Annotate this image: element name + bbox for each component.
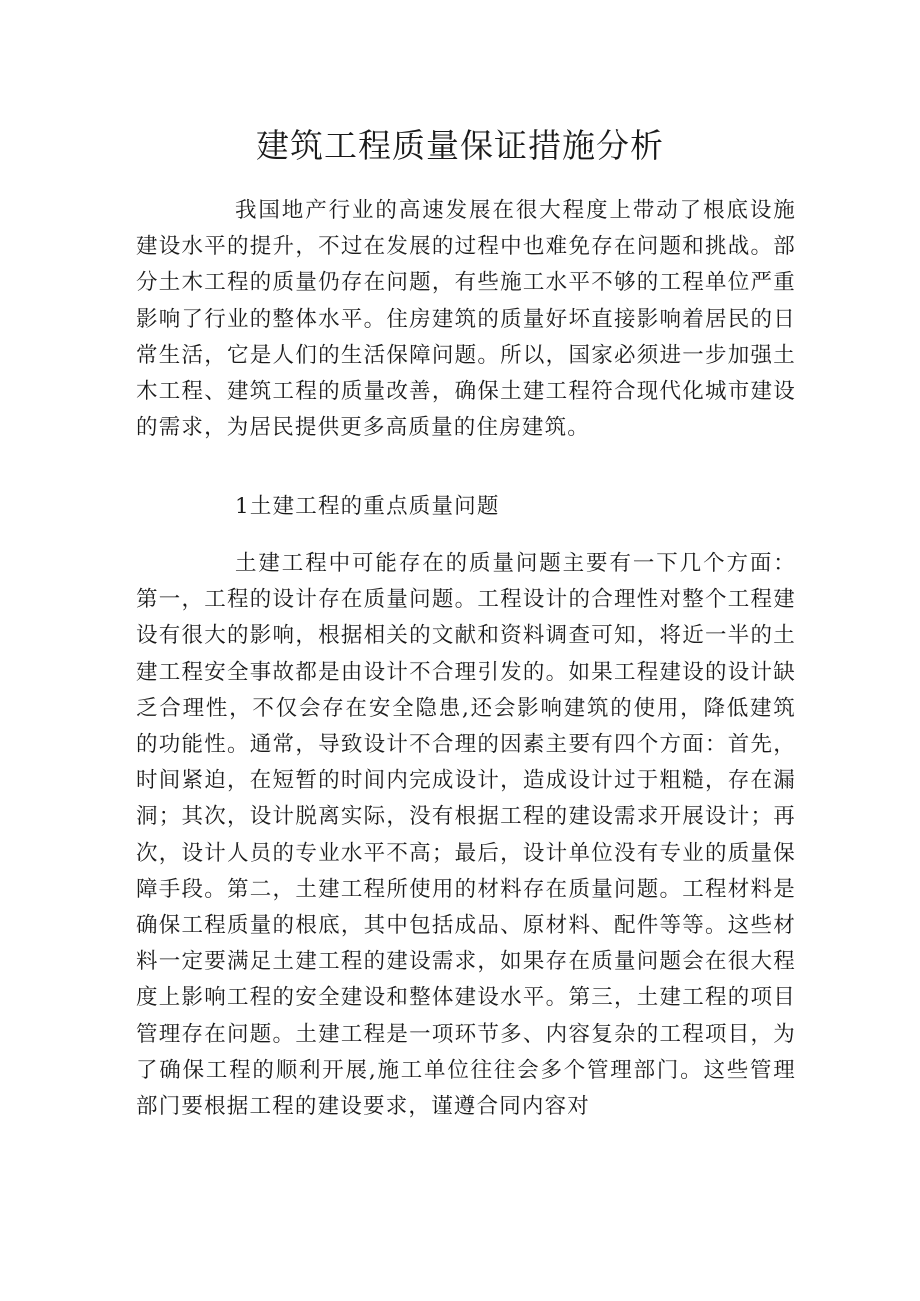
intro-paragraph: 我国地产行业的高速发展在很大程度上带动了根底设施建设水平的提升，不过在发展的过程中也难免存在问题和挑战。部分土木工程的质量仍存在问题，有些施工水平不够的工程单位严重影响了行业的整体水平。住房建筑的质量好坏直接影响着居民的日常生活，它是人们的生活保障问题。所以，国家必须进一步加强土木工程、建筑工程的质量改善，确保土建工程符合现代化城市建设的需求，为居民提供更多高质量的住房建筑。 xyxy=(136,198,796,441)
document-title: 建筑工程质量保证措施分析 xyxy=(256,126,664,165)
section-paragraph: 土建工程中可能存在的质量问题主要有一下几个方面：第一，工程的设计存在质量问题。工程设计的合理性对整个工程建设有很大的影响，根据相关的文献和资料调查可知，将近一半的土建工程安全事故都是由设计不合理引发的。如果工程建设的设计缺乏合理性，不仅会存在安全隐患,还会影响建筑的使用，降低建筑的功能性。通常，导致设计不合理的因素主要有四个方面：首先，时间紧迫，在短暂的时间内完成设计，造成设计过于粗糙，存在漏洞；其次，设计脱离实际，没有根据工程的建设需求开展设计；再次，设计人员的专业水平不高；最后，设计单位没有专业的质量保障手段。第二，土建工程所使用的材料存在质量问题。工程材料是确保工程质量的根底，其中包括成品、原材料、配件等等。这些材料一定要满足土建工程的建设需求，如果存在质量问题会在很大程度上影响工程的安全建设和整体建设水平。第三，土建工程的项目管理存在问题。土建工程是一项环节多、内容复杂的工程项目，为了确保工程的顺利开展,施工单位往往会多个管理部门。这些管理部门要根据工程的建设要求，谨遵合同内容对 xyxy=(136,551,796,1120)
section-heading: 1土建工程的重点质量问题 xyxy=(235,494,500,519)
